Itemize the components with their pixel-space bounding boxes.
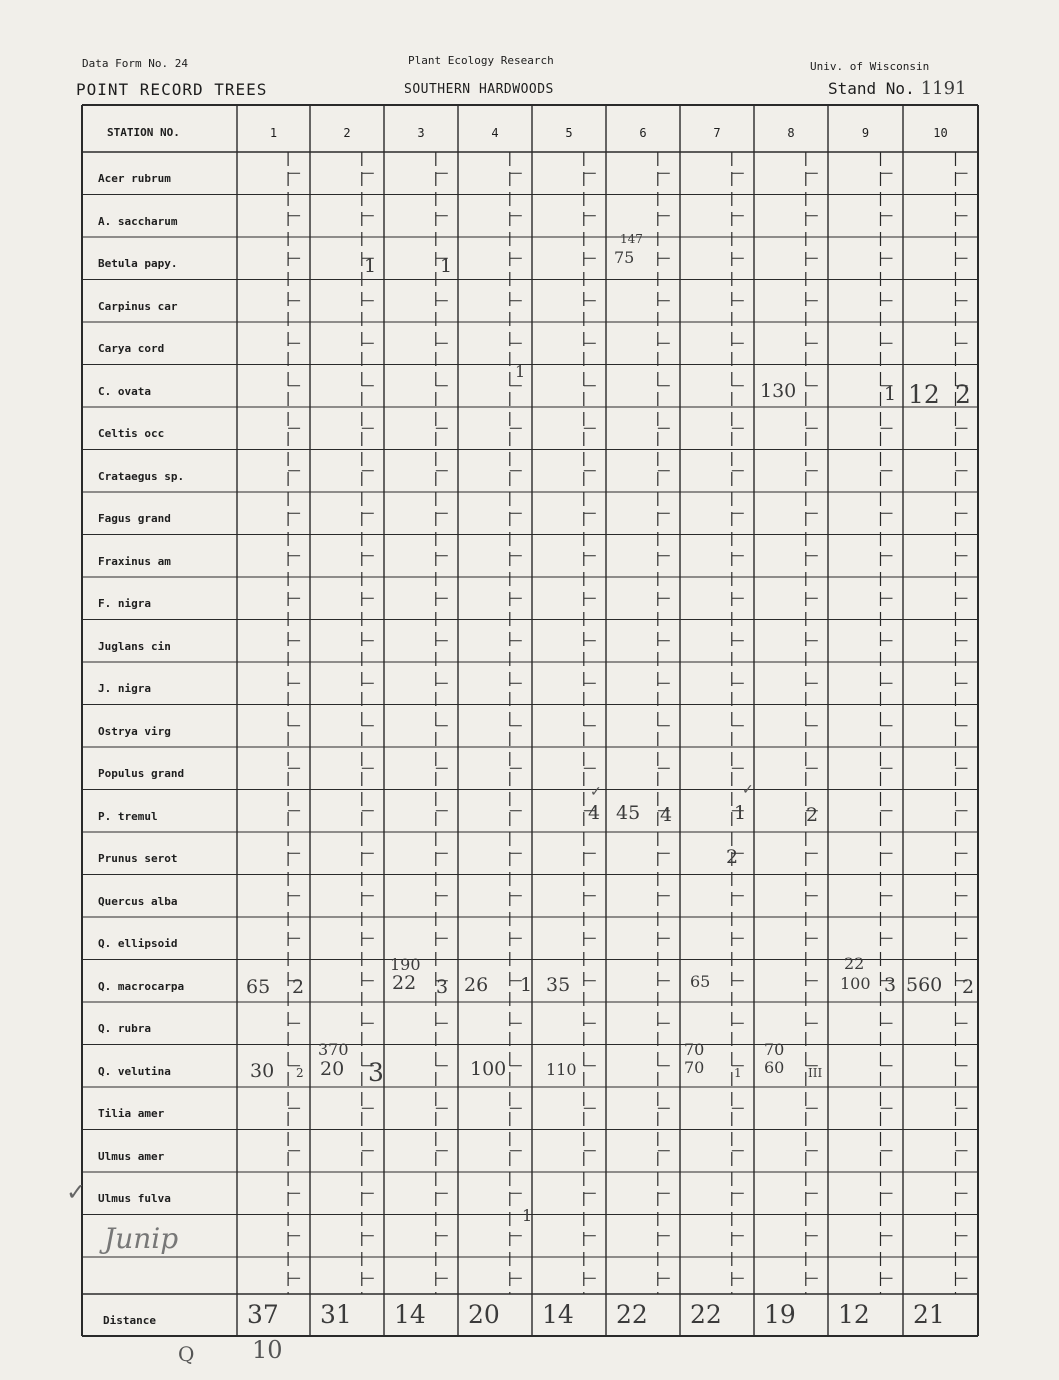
entry-velu-s8-c[interactable]: III	[808, 1066, 823, 1080]
entry-velu-s5[interactable]: 110	[546, 1060, 577, 1079]
species-label: Prunus serot	[98, 852, 178, 866]
distance-value[interactable]: 12	[838, 1300, 870, 1329]
form-title: POINT RECORD TREES	[76, 80, 268, 99]
species-label: Carya cord	[98, 342, 165, 356]
distance-value[interactable]: 20	[468, 1300, 500, 1329]
entry-macro-s3-b[interactable]: 3	[436, 976, 449, 998]
species-label: Ulmus amer	[98, 1149, 165, 1163]
species-label: Quercus alba	[98, 894, 178, 908]
entry-velu-s2-b[interactable]: 3	[368, 1058, 384, 1087]
station-number-label: STATION NO.	[107, 126, 180, 139]
institution-top: Plant Ecology Research	[408, 54, 554, 67]
distance-value[interactable]: 19	[764, 1300, 796, 1329]
entry-velu-s4[interactable]: 100	[470, 1058, 507, 1080]
entry-ovata-s8[interactable]: 130	[760, 380, 797, 402]
species-label: Ulmus fulva	[98, 1192, 171, 1206]
entry-macro-s1-b[interactable]: 2	[292, 976, 305, 998]
margin-ten-note: 10	[252, 1336, 283, 1364]
entry-extra-s4[interactable]: 1	[522, 1206, 533, 1225]
species-label: Betula papy.	[98, 257, 178, 271]
form-number: Data Form No. 24	[82, 57, 188, 70]
station-number: 9	[861, 126, 870, 140]
species-label: P. tremul	[98, 809, 158, 823]
check-mark-icon: ✓	[590, 784, 602, 800]
station-number: 7	[713, 126, 721, 140]
station-number: 8	[787, 126, 795, 140]
entry-macro-s9-a[interactable]: 100	[840, 974, 871, 993]
entry-velu-s8-a[interactable]: 70	[764, 1040, 785, 1059]
entry-tremul-s8[interactable]: 2	[806, 804, 819, 826]
entry-macro-s10-b[interactable]: 2	[962, 976, 975, 998]
entry-tremul-s5[interactable]: 4	[588, 802, 601, 824]
species-label: Tilia amer	[98, 1107, 165, 1121]
station-number: 10	[933, 126, 948, 140]
region-title: SOUTHERN HARDWOODS	[404, 82, 554, 97]
distance-label: Distance	[103, 1314, 156, 1327]
stand-label: Stand No.	[828, 79, 915, 98]
entry-velu-s1-b[interactable]: 2	[296, 1066, 304, 1080]
species-label: Ostrya virg	[98, 724, 171, 738]
entry-macro-s5[interactable]: 35	[546, 974, 571, 996]
species-label: Fagus grand	[98, 512, 171, 526]
entry-macro-s10-a[interactable]: 560	[906, 974, 943, 996]
check-mark-icon: ✓	[742, 782, 754, 798]
entry-velu-s7-a[interactable]: 70	[684, 1040, 705, 1059]
species-label: J. nigra	[98, 682, 151, 696]
entry-betula-s6-b[interactable]: 75	[614, 248, 635, 267]
entry-macro-s7[interactable]: 65	[690, 972, 711, 991]
entry-macro-s4-a[interactable]: 26	[464, 974, 489, 996]
entry-macro-s9-top[interactable]: 22	[844, 954, 865, 973]
stand-value[interactable]: 1191	[920, 78, 967, 99]
entry-velu-s7-b[interactable]: 70	[684, 1058, 705, 1077]
entry-ovata-s9[interactable]: 1	[884, 383, 897, 405]
station-number: 5	[565, 126, 573, 140]
distance-value[interactable]: 22	[690, 1300, 722, 1329]
entry-macro-s4-b[interactable]: 1	[520, 974, 533, 996]
entry-macro-s1-a[interactable]: 65	[246, 976, 271, 998]
entry-ovata-s10-a[interactable]: 12	[908, 380, 940, 409]
entry-betula-s6-a[interactable]: 147	[620, 232, 643, 246]
species-label: Acer rubrum	[98, 172, 171, 186]
species-label: Q. rubra	[98, 1022, 151, 1036]
station-number: 3	[417, 126, 425, 140]
university: Univ. of Wisconsin	[810, 60, 930, 73]
entry-tremul-s6-b[interactable]: 4	[660, 804, 673, 826]
entry-velu-s7-c[interactable]: 1	[734, 1066, 742, 1080]
entry-ovata-s4[interactable]: 1	[515, 362, 526, 381]
distance-value[interactable]: 22	[616, 1300, 648, 1329]
entry-velu-s8-b[interactable]: 60	[764, 1058, 785, 1077]
distance-value[interactable]: 14	[394, 1300, 426, 1329]
entry-macro-s3-a[interactable]: 22	[392, 972, 417, 994]
distance-value[interactable]: 21	[913, 1300, 945, 1329]
distance-value[interactable]: 37	[247, 1300, 279, 1329]
species-label: C. ovata	[98, 384, 151, 398]
station-number: 4	[491, 126, 499, 140]
species-label: Crataegus sp.	[98, 469, 185, 483]
species-label: Populus grand	[98, 767, 185, 781]
species-label: F. nigra	[98, 597, 151, 611]
species-label: A. saccharum	[98, 214, 178, 228]
station-number: 2	[343, 126, 351, 140]
entry-betula-s2[interactable]: 1	[364, 255, 377, 277]
species-label: Celtis occ	[98, 427, 165, 441]
station-number: 6	[639, 126, 647, 140]
station-number: 1	[269, 126, 278, 140]
entry-velu-s1-a[interactable]: 30	[250, 1060, 275, 1082]
distance-value[interactable]: 31	[320, 1300, 352, 1329]
entry-betula-s3[interactable]: 1	[440, 255, 453, 277]
entry-tremul-s6-a[interactable]: 45	[616, 802, 641, 824]
entry-tremul-s7[interactable]: 1	[734, 802, 747, 824]
entry-macro-s3-top[interactable]: 190	[390, 955, 421, 974]
margin-q-note: Q	[178, 1342, 195, 1366]
species-label: Q. macrocarpa	[98, 979, 185, 993]
species-label: Carpinus car	[98, 299, 178, 313]
entry-velu-s2-a[interactable]: 20	[320, 1058, 345, 1080]
distance-value[interactable]: 14	[542, 1300, 574, 1329]
species-label: Fraxinus am	[98, 554, 171, 568]
entry-prunus-s7[interactable]: 2	[726, 846, 739, 868]
margin-juniper-note: Junip	[104, 1222, 179, 1255]
entry-ovata-s10-b[interactable]: 2	[955, 380, 971, 409]
species-label: Q. velutina	[98, 1064, 171, 1078]
species-label: Q. ellipsoid	[98, 937, 178, 951]
entry-macro-s9-b[interactable]: 3	[884, 974, 897, 996]
margin-check-mark: ✓	[66, 1178, 87, 1206]
species-label: Juglans cin	[98, 639, 171, 653]
entry-velu-s2-top[interactable]: 370	[318, 1040, 349, 1059]
